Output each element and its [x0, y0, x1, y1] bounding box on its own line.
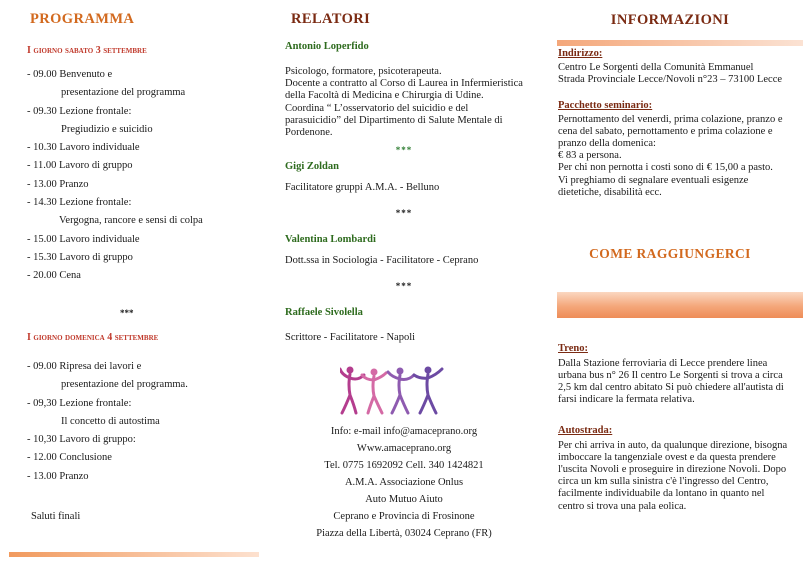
day1-schedule — [27, 66, 262, 286]
day2-schedule — [27, 358, 262, 486]
schedule-row: - 10,30 Lavoro di gruppo: — [27, 434, 136, 446]
indirizzo-text: Centro Le Sorgenti della Comunità Emmanuel Strada Provinciale Lecce/Novoli n°23 – 73100 Lecce — [558, 62, 783, 86]
schedule-row: - 09.00 Ripresa dei lavori e — [27, 361, 142, 372]
contact-info — [268, 423, 540, 542]
separator: *** — [395, 281, 413, 291]
schedule-row: - 13.00 Pranzo — [27, 470, 89, 482]
schedule-row: Il concetto di autostima — [61, 415, 160, 427]
informazioni-column — [545, 0, 803, 568]
schedule-row: - 09.30 Lezione frontale: — [27, 105, 132, 117]
contact-website: Www.amaceprano.org — [356, 443, 452, 454]
schedule-row: - 12.00 Conclusione — [27, 452, 112, 464]
programma-title: PROGRAMMA — [30, 11, 135, 27]
schedule-row: presentazione del programma — [61, 87, 186, 99]
contact-org: A.M.A. Associazione Onlus — [344, 477, 464, 488]
autostrada-text: Per chi arriva in auto, da qualunque direzione, bisogna imboccare la tangenziale ovest e da questa prendere l'uscita Novoli e proseguire in direzione Novoli. Dopo circa un km sulla sinistra c'è l'ingresso del Centro, facilmente individuabile da lontano in quanto nel centro si trova una pala eolica. — [558, 440, 788, 512]
separator: *** — [395, 145, 413, 155]
closing-text: Saluti finali — [31, 511, 81, 522]
day1-heading: I giorno sabato 3 settembre — [27, 45, 147, 56]
pacchetto-text: Pernottamento del venerdi, prima colazione, pranzo e cena del sabato, pernottamento e prima colazione e pranzo della domenica: € 83 a persona. Per chi non pernotta i costi sono di € 15,00 a pasto. Vi preghiamo di segnalare eventuali esigenze dietetiche, disabilità ecc. — [558, 114, 783, 198]
contact-phone: Tel. 0775 1692092 Cell. 340 1424821 — [324, 460, 484, 471]
decorative-bar — [9, 552, 259, 557]
separator: *** — [395, 208, 413, 218]
relatori-title: RELATORI — [291, 11, 371, 27]
pacchetto-section — [558, 100, 793, 199]
contact-area: Ceprano e Provincia di Frosinone — [333, 511, 475, 522]
schedule-row: - 15.30 Lavoro di gruppo — [27, 251, 133, 263]
schedule-row: - 09.00 Benvenuto e — [27, 69, 113, 80]
pacchetto-label: Pacchetto seminario: — [558, 100, 653, 111]
relatore-name: Valentina Lombardi — [285, 234, 376, 245]
schedule-row: presentazione del programma. — [61, 379, 188, 391]
indirizzo-section — [558, 48, 793, 86]
schedule-row: - 20.00 Cena — [27, 270, 81, 282]
autostrada-label: Autostrada: — [558, 425, 613, 436]
separator: *** — [120, 308, 134, 318]
informazioni-title: INFORMAZIONI — [610, 12, 730, 28]
schedule-row: Vergogna, rancore e sensi di colpa — [59, 215, 203, 227]
indirizzo-label: Indirizzo: — [558, 48, 603, 59]
schedule-row: - 14.30 Lezione frontale: — [27, 197, 132, 209]
contact-email: Info: e-mail info@amaceprano.org — [330, 426, 478, 437]
contact-address: Piazza della Libertà, 03024 Ceprano (FR) — [316, 528, 492, 539]
relatore-bio: Scrittore - Facilitatore - Napoli — [285, 332, 416, 343]
treno-text: Dalla Stazione ferroviaria di Lecce prendere linea urbana bus n° 26 Il centro Le Sorgenti si trova a circa 2,5 km dal centro abitato Si può chiedere all'autista di farsi indicare la fermata relativa. — [558, 358, 784, 406]
autostrada-section — [558, 425, 793, 513]
dancing-people-logo — [340, 363, 444, 415]
schedule-row: - 13.00 Pranzo — [27, 178, 89, 190]
day2-heading: I giorno domenica 4 settembre — [27, 332, 159, 343]
treno-section — [558, 343, 793, 406]
relatore-bio: Facilitatore gruppi A.M.A. - Belluno — [285, 182, 440, 193]
schedule-row: - 10.30 Lavoro individuale — [27, 142, 140, 154]
contact-org-subtitle: Auto Mutuo Aiuto — [365, 494, 443, 505]
schedule-row: - 11.00 Lavoro di gruppo — [27, 160, 133, 172]
schedule-row: Pregiudizio e suicidio — [61, 123, 153, 135]
programma-column — [0, 0, 265, 568]
come-raggiungerci-title: COME RAGGIUNGERCI — [589, 246, 751, 261]
relatore-name: Raffaele Sivolella — [285, 307, 363, 318]
relatore-name: Antonio Loperfido — [285, 41, 369, 52]
schedule-row: - 09,30 Lezione frontale: — [27, 397, 132, 409]
relatori-column — [268, 0, 540, 568]
relatore-bio: Psicologo, formatore, psicoterapeuta. Docente a contratto al Corso di Laurea in Infermieristica della Facoltà di Medicina e Chirurgia di Udine. Coordina “ L’osservatorio del suicidio e del parasuicidio” del Dipartimento di Salute Mentale di Pordenone. — [285, 66, 523, 139]
relatore-bio: Dott.ssa in Sociologia - Facilitatore - Ceprano — [285, 255, 479, 266]
treno-label: Treno: — [558, 343, 588, 354]
schedule-row: - 15.00 Lavoro individuale — [27, 233, 140, 245]
relatore-name: Gigi Zoldan — [285, 161, 339, 172]
